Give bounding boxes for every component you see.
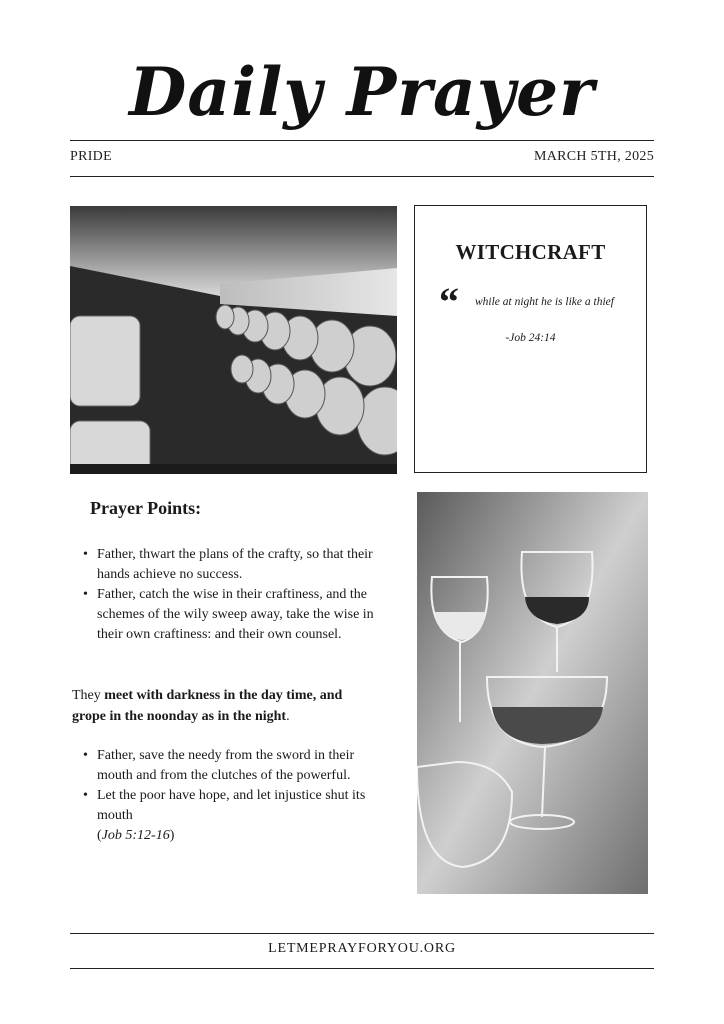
scripture-quote-box xyxy=(414,205,647,473)
footer-website: LETMEPRAYFORYOU.ORG xyxy=(268,941,456,956)
quote-text: while at night he is like a thief xyxy=(475,296,614,308)
bullet-icon: • xyxy=(83,547,88,562)
date-label: MARCH 5TH, 2025 xyxy=(533,149,654,164)
list-item: • Father, catch the wise in their craftiness, and the schemes of the wily sweep away, take the wise in their own craftiness: and their own counsel. xyxy=(83,587,374,642)
topic-label: PRIDE xyxy=(70,149,112,164)
divider xyxy=(70,933,654,934)
bullet-icon: • xyxy=(83,587,88,602)
prayer-list xyxy=(83,746,383,846)
divider xyxy=(70,968,654,969)
page-title: Daily Prayer xyxy=(129,53,595,131)
wine-glasses-photo xyxy=(417,492,648,894)
list-item: • Father, thwart the plans of the crafty, so that their hands achieve no success. xyxy=(83,547,373,582)
divider xyxy=(70,176,654,177)
list-item: • Let the poor have hope, and let injustice shut its mouth (Job 5:12-16) xyxy=(83,788,366,843)
wine-barrel-cellar-photo xyxy=(70,206,397,474)
quote-heading: WITCHCRAFT xyxy=(455,240,606,264)
quote-reference: -Job 24:14 xyxy=(505,332,556,344)
list-item: • Father, save the needy from the sword in their mouth and from the clutches of the powerful. xyxy=(83,748,355,783)
quote-icon: “ xyxy=(439,279,459,324)
scripture-paragraph: They meet with darkness in the day time, and grope in the noonday as in the night. xyxy=(72,688,343,724)
citation: Job 5:12-16 xyxy=(101,828,170,843)
prayer-list xyxy=(83,545,383,645)
bullet-icon: • xyxy=(83,748,88,763)
divider xyxy=(70,140,654,141)
prayer-points-heading: Prayer Points: xyxy=(90,498,202,518)
bullet-icon: • xyxy=(83,788,88,803)
